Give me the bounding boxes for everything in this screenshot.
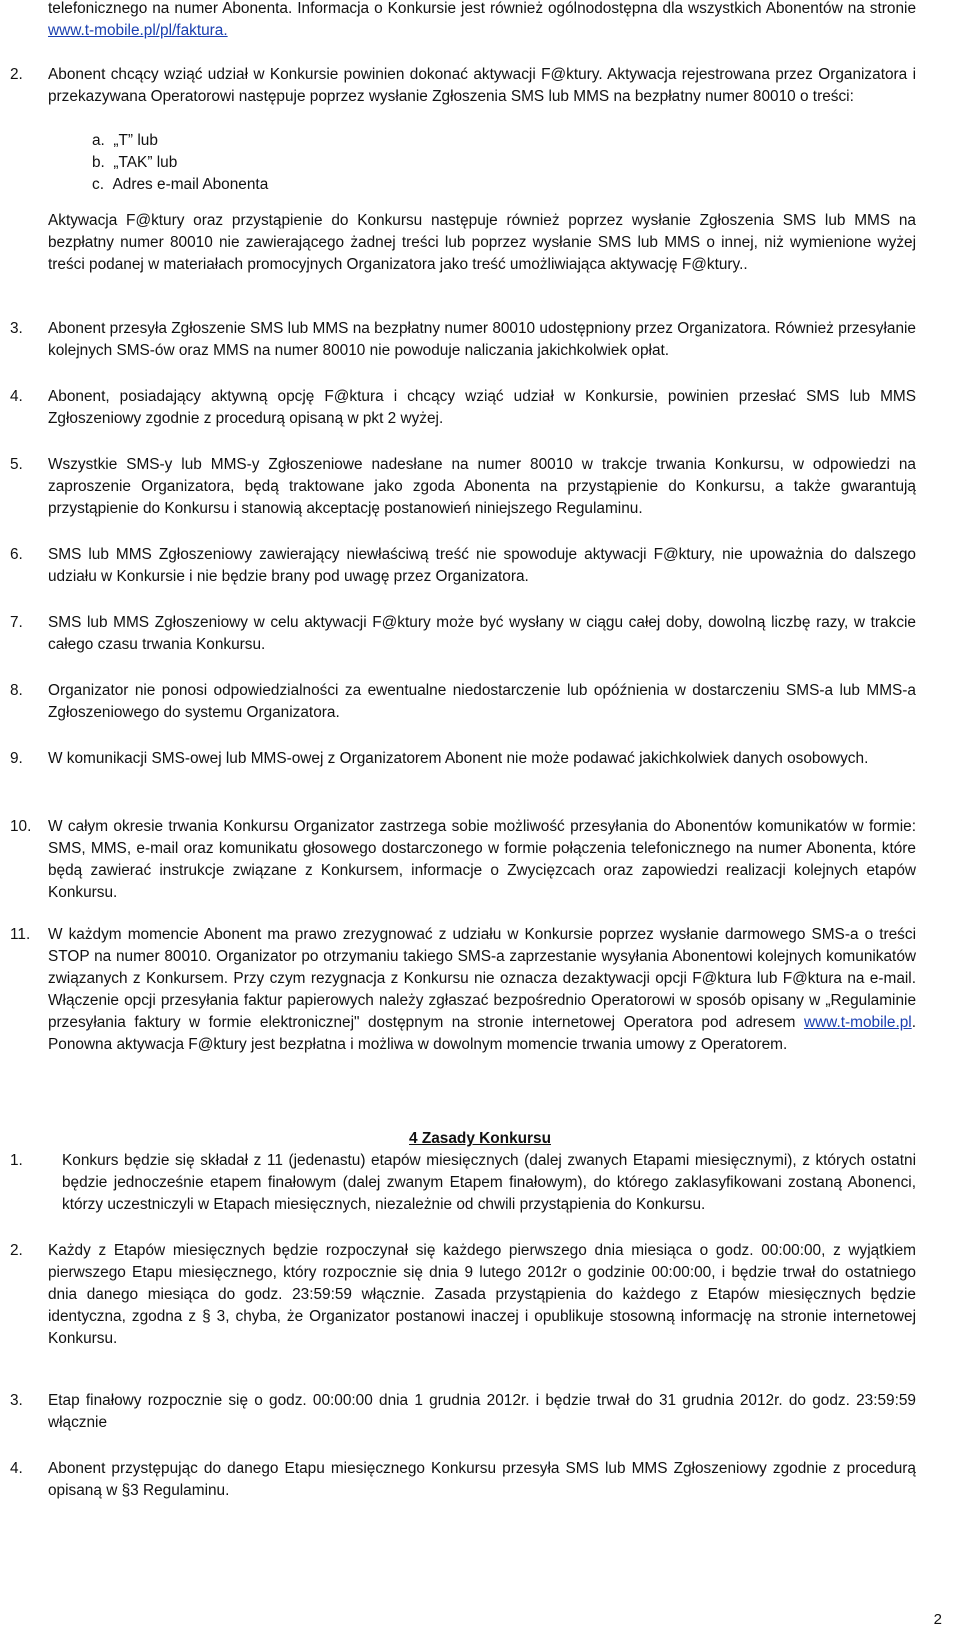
item-text: Abonent przystępując do danego Etapu miesięcznego Konkursu przesyła SMS lub MMS Zgłoszeniowy zgodnie z procedurą opisaną w §3 Regulaminu. xyxy=(48,1460,916,1499)
item-number: 1. xyxy=(10,1152,23,1169)
activation-paragraph: Aktywacja F@ktury oraz przystąpienie do Konkursu następuje również poprzez wysłanie Zgłoszenia SMS lub MMS na bezpłatny numer 80010 nie zawierającego żadnej treści lub poprzez wysłanie SMS lub MMS o innej, niż wymienione wyżej treści podanej w materiałach promocyjnych Organizatora jako treść umożliwiająca aktywację F@ktury.. xyxy=(48,212,916,273)
item-number: 3. xyxy=(10,320,23,337)
faktura-link[interactable]: www.t-mobile.pl/pl/faktura. xyxy=(48,22,228,39)
item-number: 3. xyxy=(10,1392,23,1409)
t-mobile-link[interactable]: www.t-mobile.pl xyxy=(803,1014,912,1031)
item-number: 11. xyxy=(10,926,31,943)
item-text: Etap finałowy rozpocznie się o godz. 00:00:00 dnia 1 grudnia 2012r. i będzie trwał do 31 grudnia 2012r. do godz. 23:59:59 włącznie xyxy=(48,1392,916,1431)
item-number: 2. xyxy=(10,1242,23,1259)
item-text: W komunikacji SMS-owej lub MMS-owej z Organizatorem Abonent nie może podawać jakichkolwiek danych osobowych. xyxy=(48,750,869,767)
item-text: SMS lub MMS Zgłoszeniowy zawierający niewłaściwą treść nie spowoduje aktywacji F@ktury, nie upoważnia do dalszego udziału w Konkursie i nie będzie brany pod uwagę przez Organizatora. xyxy=(48,546,916,585)
item11-text-start: W każdym momencie Abonent ma prawo zrezygnować z udziału w Konkursie poprzez wysłanie darmowego SMS-a o treści STOP na numer 80010. Organizator po otrzymaniu takiego SMS-a zaprzestanie wysyłania Abonentowi kolejnych komunikatów związanych z Konkursem. Przy czym rezygnacja z Konkursu nie oznacza dezaktywacji opcji F@ktura lub F@ktura na e-mail. Włączenie opcji przesyłania faktur papierowych należy zgłaszać bezpośrednio Operatorowi w sposób opisany w „Regulaminie przesyłania faktury w formie elektronicznej" dostępnym na stronie internetowej Operatora pod adresem xyxy=(48,926,916,1031)
item-text: Wszystkie SMS-y lub MMS-y Zgłoszeniowe nadesłane na numer 80010 w trakcje trwania Konkursu, w odpowiedzi na zaproszenie Organizatora, będą traktowane jako zgoda Abonenta na przystąpienie do Konkursu, a także gwarantują przystąpienie do Konkursu i stanowią akceptację postanowień niniejszego Regulaminu. xyxy=(48,456,916,517)
item-text: W całym okresie trwania Konkursu Organizator zastrzega sobie możliwość przesyłania do Abonentów komunikatów w formie: SMS, MMS, e-mail oraz komunikatu głosowego dostarczonego w formie połączenia telefonicznego na numer Abonenta, które będą zawierać instrukcje związane z Konkursem, informacje o Zwycięzcach oraz zapowiedzi realizacji kolejnych etapów Konkursu. xyxy=(48,818,916,901)
item-number: 4. xyxy=(10,388,23,405)
page-number: 2 xyxy=(933,1611,942,1628)
intro-paragraph xyxy=(48,0,916,42)
item-text xyxy=(48,924,916,1056)
item-text: Organizator nie ponosi odpowiedzialności za ewentualne niedostarczenie lub opóźnienia w dostarczeniu SMS-a lub MMS-a Zgłoszeniowego do systemu Organizatora. xyxy=(48,682,916,721)
item-number: 5. xyxy=(10,456,23,473)
item-text: Abonent, posiadający aktywną opcję F@ktura i chcący wziąć udział w Konkursie, powinien przesłać SMS lub MMS Zgłoszeniowy zgodnie z procedurą opisaną w pkt 2 wyżej. xyxy=(48,388,916,427)
item11-text-end: . Ponowna aktywacja F@ktury jest bezpłatna i możliwa w dowolnym momencie trwania umowy z Operatorem. xyxy=(48,1014,916,1053)
item-text: Konkurs będzie się składał z 11 (jedenastu) etapów miesięcznych (dalej zwanych Etapami miesięcznymi), z których ostatni będzie jednocześnie etapem finałowym (dalej zwanym Etapem finałowym), do którego zaklasyfikowani zostaną Abonenci, którzy uczestniczyli w Etapach miesięcznych, niezależnie od chwili przystąpienia do Konkursu. xyxy=(62,1152,916,1213)
intro-text: telefonicznego na numer Abonenta. Informacja o Konkursie jest również ogólnodostępna dla wszystkich Abonentów na stronie xyxy=(48,0,916,17)
item-number: 7. xyxy=(10,614,23,631)
sub-item-a: a. „T” lub xyxy=(92,132,158,149)
sub-item-c: c. Adres e-mail Abonenta xyxy=(92,176,269,193)
item-text: SMS lub MMS Zgłoszeniowy w celu aktywacji F@ktury może być wysłany w ciągu całej doby, dowolną liczbę razy, w trakcie całego czasu trwania Konkursu. xyxy=(48,614,916,653)
section-heading: 4 Zasady Konkursu xyxy=(409,1130,551,1147)
item-number: 8. xyxy=(10,682,23,699)
item-number: 9. xyxy=(10,750,23,767)
item-number: 2. xyxy=(10,66,23,83)
sub-item-b: b. „TAK” lub xyxy=(92,154,178,171)
item-text: Każdy z Etapów miesięcznych będzie rozpoczynał się każdego pierwszego dnia miesiąca o godz. 00:00:00, z wyjątkiem pierwszego Etapu miesięcznego, który rozpocznie się dnia 9 lutego 2012r o godzinie 00:00:00, i będzie trwał do ostatniego dnia danego miesiąca do godz. 23:59:59 włącznie. Zasada przystąpienia do każdego z Etapów miesięcznych będzie identyczna, zgodna z § 3, chyba, że Organizator postanowi inaczej i opublikuje stosowną informację na stronie internetowej Konkursu. xyxy=(48,1242,916,1347)
item-number: 6. xyxy=(10,546,23,563)
item-number: 10. xyxy=(10,818,32,835)
item-text: Abonent przesyła Zgłoszenie SMS lub MMS na bezpłatny numer 80010 udostępniony przez Organizatora. Również przesyłanie kolejnych SMS-ów oraz MMS na numer 80010 nie powoduje naliczania jakichkolwiek opłat. xyxy=(48,320,916,359)
item-text: Abonent chcący wziąć udział w Konkursie powinien dokonać aktywacji F@ktury. Aktywacja rejestrowana przez Organizatora i przekazywana Operatorowi następuje poprzez wysłanie Zgłoszenia SMS lub MMS na bezpłatny numer 80010 o treści: xyxy=(48,66,916,105)
item-number: 4. xyxy=(10,1460,23,1477)
